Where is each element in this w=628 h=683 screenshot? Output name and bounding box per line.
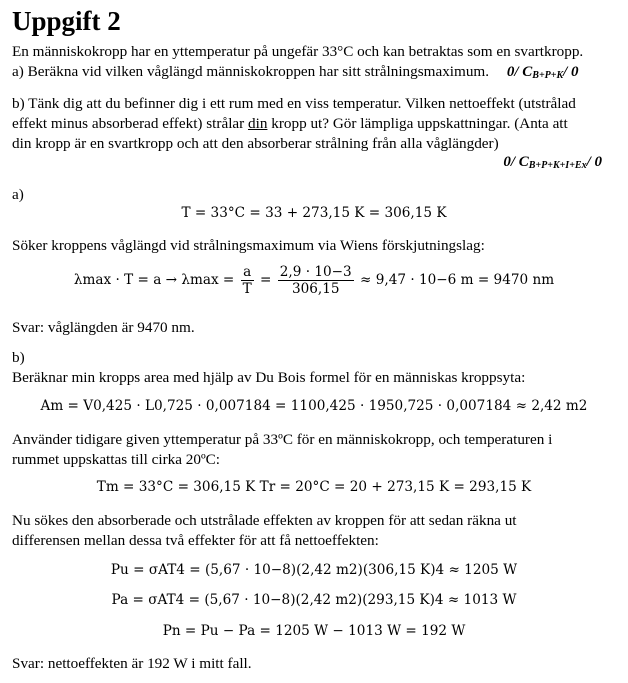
solution-b-text3-line1: Nu sökes den absorberade och utstrålade effekten av kroppen för att sedan räkna ut <box>12 512 517 529</box>
equation-absorbed-power: Pa = σAT4 = (5,67 · 10−8)(2,42 m2)(293,15 K)4 ≈ 1013 W <box>111 592 517 608</box>
question-a <box>12 62 616 86</box>
question-b-line3: din kropp är en svartkropp och att den absorberar strålning från alla våglängder) <box>12 135 499 152</box>
equation-emitted-power: Pu = σAT4 = (5,67 · 10−8)(2,42 m2)(306,15 K)4 ≈ 1205 W <box>110 562 518 578</box>
equation-net-power: Pn = Pu − Pa = 1205 W − 1013 W = 192 W <box>162 623 466 639</box>
emphasis-din: din <box>248 115 268 132</box>
solution-b-text1: Beräknar min kropps area med hjälp av Du Bois formel för en människas kroppsyta: <box>12 369 526 386</box>
equation-wien: λmax · T = a → λmax = $\frac{a}{T}$ = $\frac{2,9 \cdot 10-3}{306,15}$ ≈ 9,47 · 10−6 m = 9470 nm <box>73 264 555 297</box>
grade-b: 0/ $C_{B+P+K+I+Ex}/$ 0 <box>503 154 602 171</box>
equation-temperatures: Tm = 33°C = 306,15 K Tr = 20°C = 20 + 273,15 K = 293,15 K <box>96 479 532 495</box>
solution-b-text3-line2: differensen mellan dessa två effekter för att få nettoeffekten: <box>12 532 379 549</box>
intro-text: En människokropp har en yttemperatur på ungefär 33°C och kan betraktas som en svartkropp. <box>12 43 584 60</box>
equation-area: Am = V0,425 · L0,725 · 0,007184 = 1100,425 · 1950,725 · 0,007184 ≈ 2,42 m2 <box>40 398 588 414</box>
grade-a: 0/ $C_{B+P+K}/$ 0 <box>506 64 579 81</box>
question-a-text: a) Beräkna vid vilken våglängd människokroppen har sitt strålningsmaximum. <box>12 63 490 80</box>
solution-a-text: Söker kroppens våglängd vid strålningsmaximum via Wiens förskjutningslag: <box>12 237 485 254</box>
answer-b: Svar: nettoeffekten är 192 W i mitt fall. <box>12 655 252 672</box>
page-title: Uppgift 2 <box>12 6 121 36</box>
question-b-line2: effekt minus absorberad effekt) strålar din kropp ut? Gör lämpliga uppskattningar. (Anta att <box>12 115 568 132</box>
fraction-value: $\frac{2,9 \cdot 10-3}{306,15}$ <box>279 264 352 297</box>
solution-b-text2-line1: Använder tidigare given yttemperatur på 33ºC för en människokropp, och temperaturen i <box>12 431 553 448</box>
question-b-line1: b) Tänk dig att du befinner dig i ett rum med en viss temperatur. Vilken nettoeffekt (utstrålad <box>12 95 576 112</box>
solution-b-label: b) <box>12 349 25 366</box>
solution-a-label: a) <box>12 186 24 203</box>
solution-b-text2-line2: rummet uppskattas till cirka 20ºC: <box>12 451 221 468</box>
equation-temperature: T = 33°C = 33 + 273,15 K = 306,15 K <box>181 205 447 221</box>
answer-a: Svar: våglängden är 9470 nm. <box>12 319 195 336</box>
fraction-a-over-t: $\frac{a}{T}$ <box>242 264 252 297</box>
